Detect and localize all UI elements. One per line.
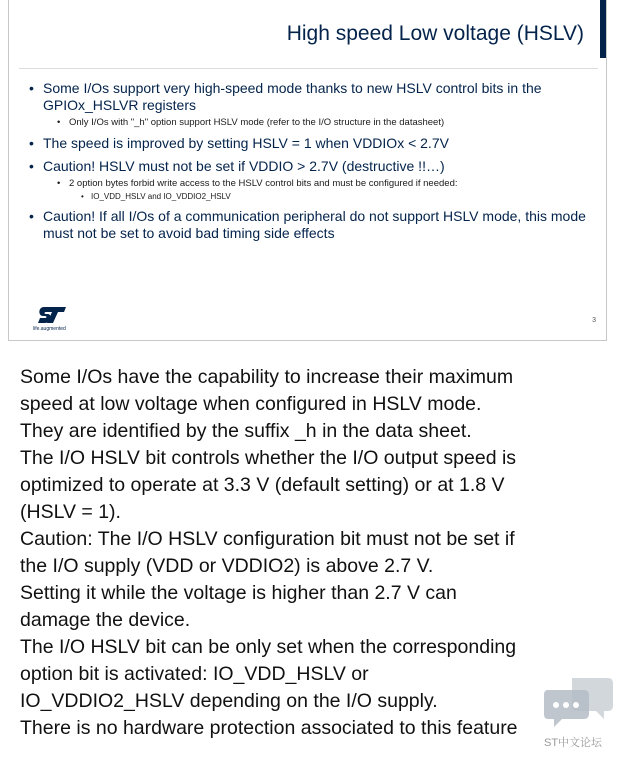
bullet-item (27, 208, 587, 242)
sub-bullet-item (43, 178, 587, 202)
notes-line: Caution: The I/O HSLV configuration bit must not be set if (20, 528, 515, 550)
bullet-text: Some I/Os support very high-speed mode thanks to new HSLV control bits in the GPIOx_HSLVR registers (43, 80, 542, 113)
sub-bullet-list (43, 117, 587, 129)
notes-line: IO_VDDIO2_HSLV depending on the I/O supply. (20, 690, 438, 712)
bullet-list (27, 80, 587, 248)
bullet-item (27, 135, 587, 152)
slide (8, 0, 607, 341)
bullet-text: Caution! If all I/Os of a communication peripheral do not support HSLV mode, this mode must not be set to avoid bad timing side effects (43, 208, 586, 241)
logo-tagline: life.augmented (33, 326, 66, 332)
bullet-item (27, 80, 587, 129)
sub-bullet-text: 2 option bytes forbid write access to the HSLV control bits and must be configured if needed: (69, 178, 458, 189)
notes-line: The I/O HSLV bit can be only set when the corresponding (20, 636, 517, 658)
notes-line: There is no hardware protection associated to this feature (20, 717, 518, 739)
notes-line: option bit is activated: IO_VDD_HSLV or (20, 663, 369, 685)
bullet-text: Caution! HSLV must not be set if VDDIO > 2.7V (destructive !!…) (43, 158, 445, 174)
slide-accent-bar (600, 0, 606, 58)
title-divider (19, 68, 598, 69)
st-logo (33, 306, 77, 334)
forum-watermark (544, 676, 616, 756)
notes-line: Some I/Os have the capability to increase their maximum (20, 366, 514, 388)
sub-bullet-item: • Only I/Os with "_h" option support HSLV mode (refer to the I/O structure in the datasheet) (43, 117, 587, 129)
notes-line: damage the device. (20, 609, 191, 631)
watermark-text: ST中文论坛 (544, 737, 603, 749)
notes-line: the I/O supply (VDD or VDDIO2) is above 2.7 V. (20, 555, 434, 577)
sub-sub-bullet-item: • IO_VDD_HSLV and IO_VDDIO2_HSLV (69, 191, 587, 202)
slide-title: High speed Low voltage (HSLV) (286, 22, 584, 45)
sub-bullet-list (43, 178, 587, 202)
bullet-item (27, 158, 587, 202)
notes-line: They are identified by the suffix _h in the data sheet. (20, 420, 472, 442)
st-logo-icon (37, 306, 67, 324)
sub-sub-bullet-list (69, 191, 587, 202)
bullet-text: The speed is improved by setting HSLV = 1 when VDDIOx < 2.7V (43, 135, 449, 151)
notes-line: (HSLV = 1). (20, 501, 121, 523)
page-number: 3 (592, 317, 596, 324)
chat-bubbles-icon (544, 676, 614, 728)
notes-line: optimized to operate at 3.3 V (default setting) or at 1.8 V (20, 474, 505, 496)
notes-line: Setting it while the voltage is higher than 2.7 V can (20, 582, 457, 604)
notes-line: The I/O HSLV bit controls whether the I/O output speed is (20, 447, 517, 469)
speaker-notes (20, 364, 610, 742)
notes-line: speed at low voltage when configured in HSLV mode. (20, 393, 482, 415)
